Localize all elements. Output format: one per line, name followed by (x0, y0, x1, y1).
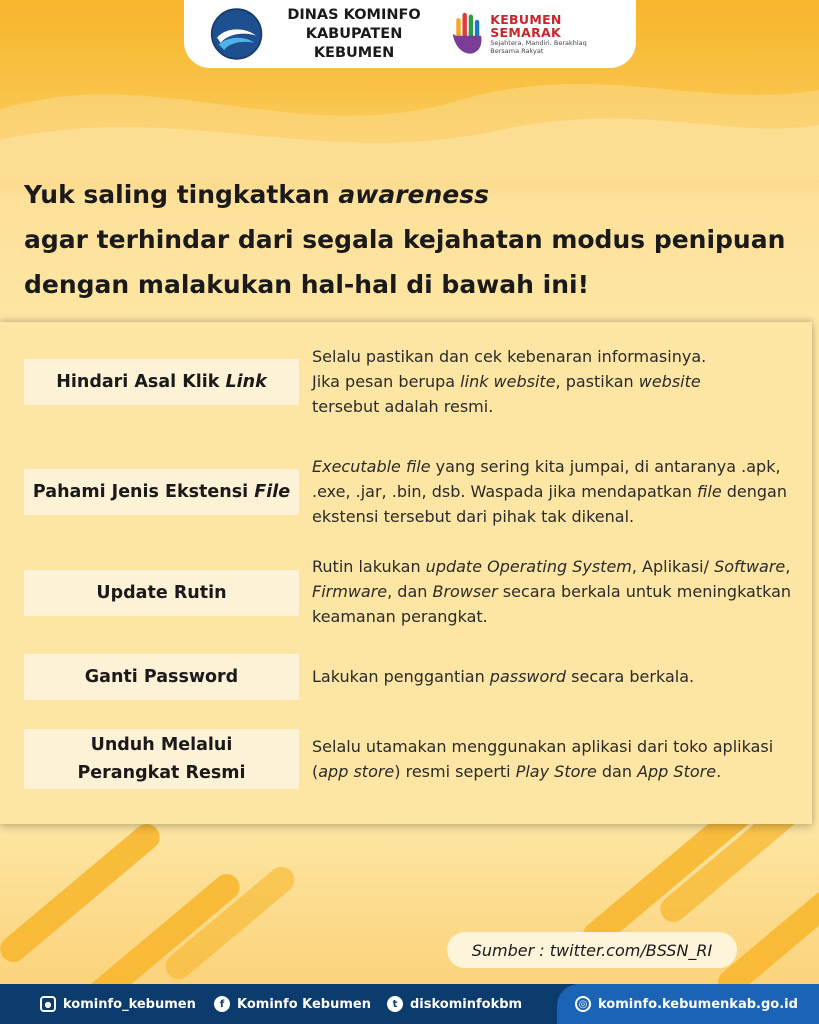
headline-line2: agar terhindar dari segala kejahatan modus penipuan (24, 225, 786, 254)
tip-desc-link: Selalu pastikan dan cek kebenaran informasinya. Jika pesan berupa link website, pastikan website tersebut adalah resmi. (312, 347, 707, 416)
footer-facebook[interactable]: f Kominfo Kebumen (214, 984, 371, 1024)
source-badge: Sumber : twitter.com/BSSN_RI (447, 932, 737, 968)
instagram-icon: ● (40, 996, 56, 1012)
tip-label-download: Unduh Melalui Perangkat Resmi (24, 729, 299, 789)
footer-bar (0, 984, 819, 1024)
tip-label-password: Ganti Password (24, 654, 299, 700)
headline-line3: dengan malakukan hal-hal di bawah ini! (24, 270, 589, 299)
semarak-title: KEBUMEN SEMARAK (490, 12, 562, 40)
footer-website[interactable]: ◎ kominfo.kebumenkab.go.id (557, 984, 819, 1024)
hand-logo-icon (451, 8, 486, 60)
footer-instagram[interactable]: ● kominfo_kebumen (40, 984, 196, 1024)
org-title (275, 6, 433, 63)
tip-label-file: Pahami Jenis Ekstensi File (24, 469, 299, 515)
header-card (184, 0, 636, 68)
tip-label-update: Update Rutin (24, 570, 299, 616)
twitter-icon: t (387, 996, 403, 1012)
facebook-icon: f (214, 996, 230, 1012)
footer-twitter[interactable]: t diskominfokbm (387, 984, 522, 1024)
tip-desc-password: Lakukan penggantian password secara berkala. (312, 667, 695, 686)
globe-icon: ◎ (575, 996, 591, 1012)
tip-desc-update: Rutin lakukan update Operating System, Aplikasi/ Software, Firmware, dan Browser secara berkala untuk meningkatkan keamanan perangkat. (312, 557, 792, 626)
semarak-logo (451, 8, 620, 60)
semarak-tagline: Sejahtera, Mandiri, Berakhlaq Bersama Rakyat (490, 39, 587, 55)
tip-label-link: Hindari Asal Klik Link (24, 359, 299, 405)
tip-desc-download: Selalu utamakan menggunakan aplikasi dari toko aplikasi (app store) resmi seperti Play Store dan App Store. (312, 737, 774, 781)
org-title-line2: KABUPATEN KEBUMEN (305, 25, 403, 61)
headline-line1: Yuk saling tingkatkan awareness (24, 180, 489, 209)
headline (24, 172, 804, 307)
org-title-line1: DINAS KOMINFO (287, 6, 421, 23)
kominfo-logo-icon (210, 4, 263, 64)
tip-desc-file: Executable file yang sering kita jumpai, di antaranya .apk, .exe, .jar, .bin, dsb. Waspada jika mendapatkan file dengan ekstensi tersebut dari pihak tak dikenal. (312, 457, 787, 526)
